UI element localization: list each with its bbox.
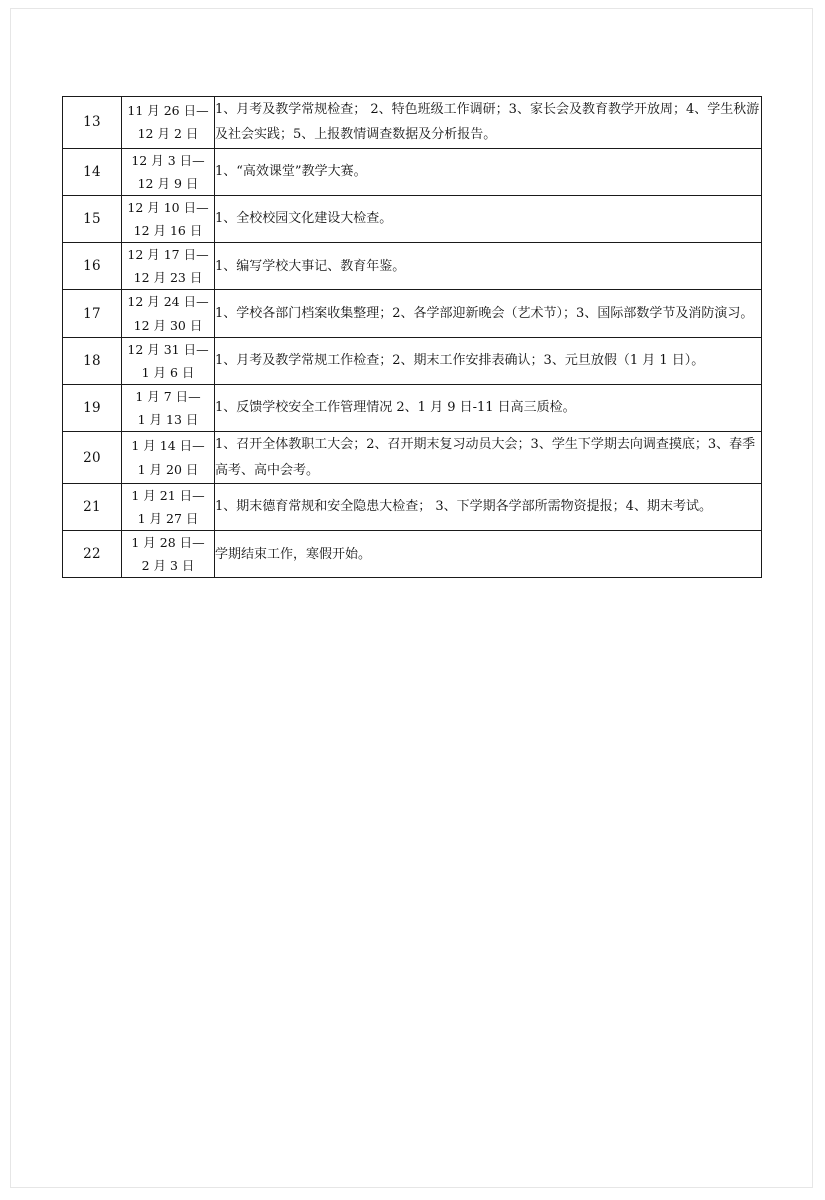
row-content [215,337,762,384]
date-start: 11 月 26 日— [127,103,209,119]
row-content-text: 1、月考及教学常规检查； 2、特色班级工作调研；3、家长会及教育教学开放周；4、学生秋游及社会实践；5、上报教情调查数据及分析报告。 [215,102,760,143]
row-content-text: 1、学校各部门档案收集整理；2、各学部迎新晚会（艺术节）；3、国际部数学节及消防演习。 [215,305,754,321]
row-content-text: 1、反馈学校安全工作管理情况 2、1 月 9 日-11 日高三质检。 [215,400,576,416]
schedule-table [62,96,762,578]
row-content-text: 1、召开全体教职工大会；2、召开期末复习动员大会；3、学生下学期去向调查摸底；3、春季高考、高中会考。 [215,437,756,478]
row-number: 13 [63,97,122,149]
row-content-text: 学期结束工作，寒假开始。 [215,546,372,562]
row-content-text: 1、期末德育常规和安全隐患大检查； 3、下学期各学部所需物资提报；4、期末考试。 [215,499,712,515]
row-number: 20 [63,432,122,484]
date-start: 1 月 14 日— [131,438,205,454]
date-end: 12 月 9 日 [137,175,199,191]
date-start: 1 月 7 日— [135,388,201,404]
table-row [63,97,762,149]
row-date [122,195,215,242]
row-content [215,195,762,242]
row-content [215,97,762,149]
table-row [63,148,762,195]
row-number: 15 [63,195,122,242]
row-number: 18 [63,337,122,384]
date-end: 12 月 16 日 [133,223,203,239]
date-start: 12 月 10 日— [127,199,209,215]
schedule-table-body [63,97,762,578]
table-row [63,195,762,242]
date-end: 1 月 6 日 [141,364,195,380]
date-start: 12 月 17 日— [127,247,209,263]
row-number: 16 [63,243,122,290]
row-date [122,243,215,290]
date-end: 1 月 27 日 [137,511,199,526]
row-number: 14 [63,148,122,195]
row-content [215,483,762,530]
row-date [122,432,215,484]
row-content-text: 1、“高效课堂”教学大赛。 [215,164,367,180]
row-number: 21 [63,483,122,530]
date-end: 2 月 3 日 [141,558,195,574]
row-date [122,531,215,578]
date-end: 12 月 23 日 [133,270,203,286]
row-date [122,290,215,337]
row-number: 22 [63,531,122,578]
date-start: 12 月 31 日— [127,341,209,357]
date-start: 1 月 21 日— [131,487,205,503]
date-end: 12 月 2 日 [137,126,199,142]
table-row [63,337,762,384]
table-row [63,290,762,337]
row-number: 19 [63,384,122,431]
table-row [63,243,762,290]
date-end: 1 月 20 日 [137,461,199,477]
row-content [215,290,762,337]
table-row [63,384,762,431]
row-date [122,337,215,384]
row-content [215,243,762,290]
row-date [122,97,215,149]
row-content-text: 1、月考及教学常规工作检查；2、期末工作安排表确认；3、元旦放假（1 月 1 日）。 [215,353,705,369]
row-content [215,432,762,484]
table-row [63,483,762,530]
date-start: 12 月 24 日— [127,294,209,310]
date-start: 12 月 3 日— [131,152,205,168]
row-content [215,148,762,195]
table-row [63,531,762,578]
date-start: 1 月 28 日— [131,535,205,551]
table-row [63,432,762,484]
row-content [215,531,762,578]
row-date [122,384,215,431]
row-content-text: 1、编写学校大事记、教育年鉴。 [215,258,406,274]
row-date [122,148,215,195]
date-end: 1 月 13 日 [137,412,199,428]
row-content [215,384,762,431]
row-content-text: 1、全校校园文化建设大检查。 [215,211,393,227]
row-number: 17 [63,290,122,337]
date-end: 12 月 30 日 [133,317,203,333]
row-date [122,483,215,530]
